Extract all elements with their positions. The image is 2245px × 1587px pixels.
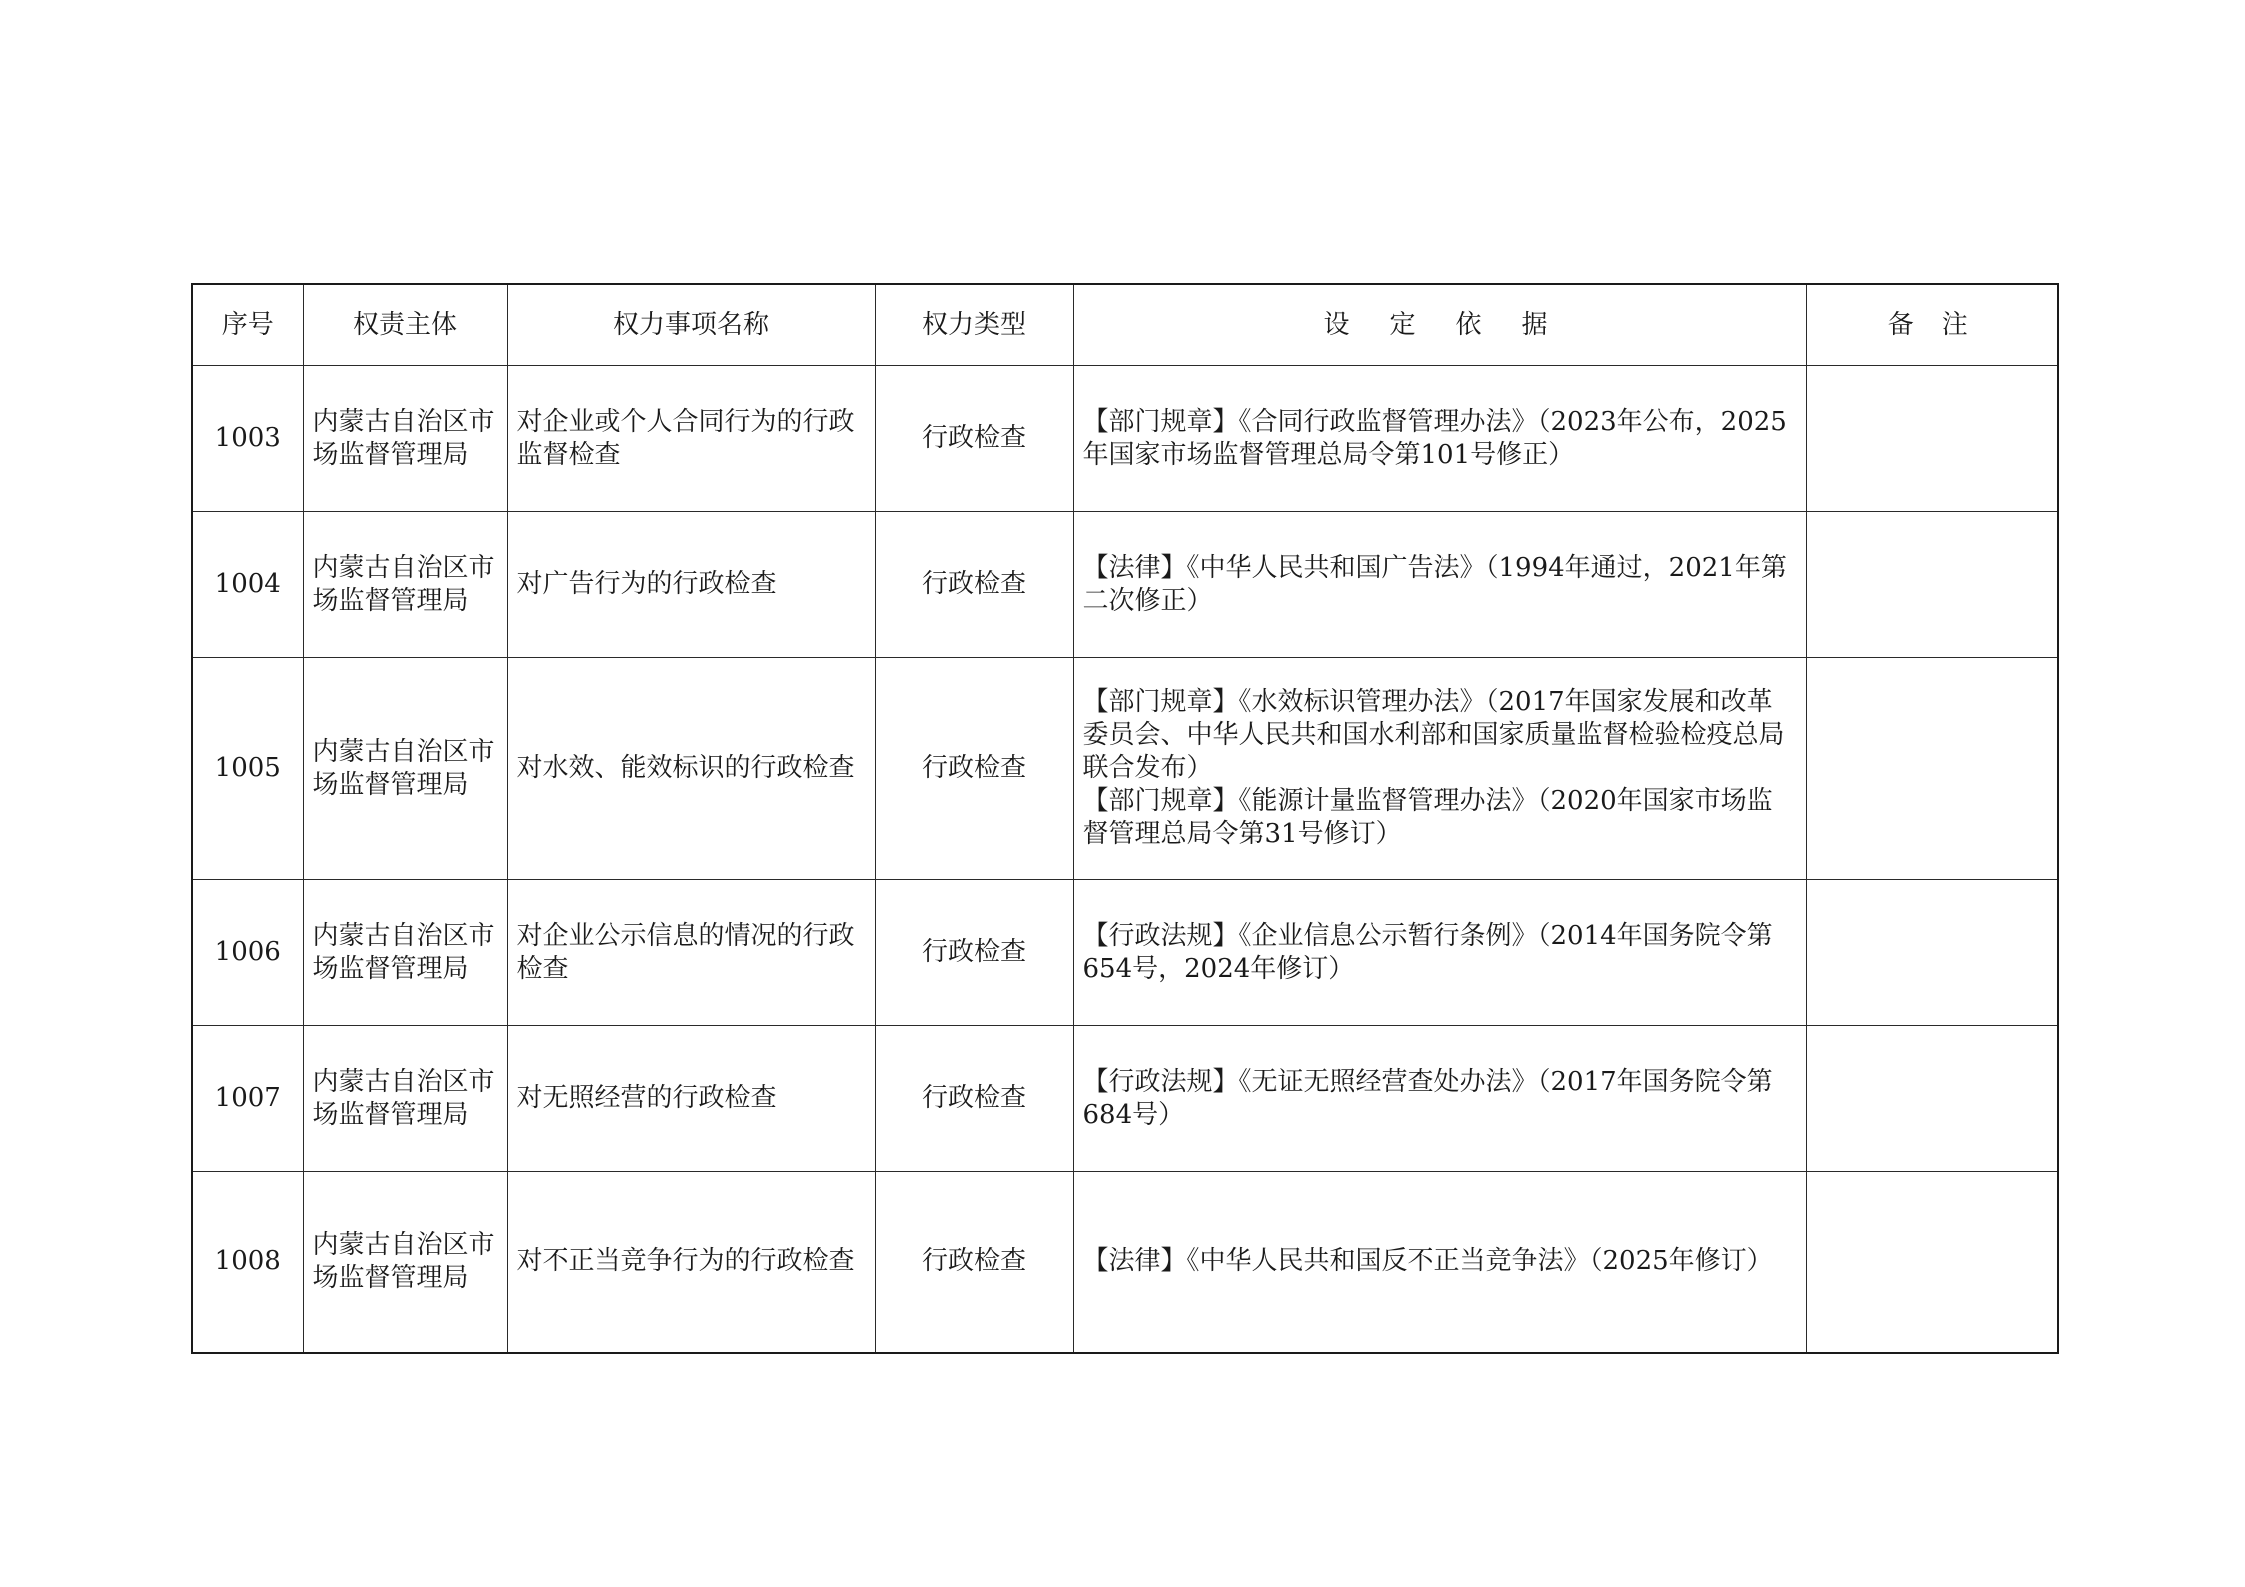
cell-remarks	[1806, 658, 2058, 880]
cell-item-name: 对不正当竞争行为的行政检查	[507, 1172, 875, 1353]
basis-entry: 【法律】《中华人民共和国广告法》（1994年通过，2021年第二次修正）	[1082, 552, 1787, 616]
cell-remarks	[1806, 1172, 2058, 1353]
cell-type: 行政检查	[875, 512, 1073, 658]
cell-item-name: 对水效、能效标识的行政检查	[507, 658, 875, 880]
cell-basis	[1073, 366, 1806, 512]
cell-type: 行政检查	[875, 1172, 1073, 1353]
cell-subject: 内蒙古自治区市场监督管理局	[303, 366, 507, 512]
cell-basis	[1073, 1172, 1806, 1353]
header-item-name: 权力事项名称	[507, 284, 875, 366]
header-remarks: 备注	[1806, 284, 2058, 366]
header-no: 序号	[192, 284, 303, 366]
table-row	[192, 1172, 2058, 1353]
header-row	[192, 284, 2058, 366]
cell-no: 1008	[192, 1172, 303, 1353]
header-type: 权力类型	[875, 284, 1073, 366]
cell-subject: 内蒙古自治区市场监督管理局	[303, 880, 507, 1026]
cell-item-name: 对无照经营的行政检查	[507, 1026, 875, 1172]
cell-no: 1003	[192, 366, 303, 512]
cell-item-name: 对企业公示信息的情况的行政检查	[507, 880, 875, 1026]
cell-item-name: 对企业或个人合同行为的行政监督检查	[507, 366, 875, 512]
cell-basis	[1073, 1026, 1806, 1172]
cell-no: 1006	[192, 880, 303, 1026]
basis-entry: 【部门规章】《能源计量监督管理办法》（2020年国家市场监督管理总局令第31号修订）	[1082, 786, 1773, 849]
table-row	[192, 512, 2058, 658]
table-body	[192, 366, 2058, 1353]
cell-remarks	[1806, 1026, 2058, 1172]
cell-remarks	[1806, 366, 2058, 512]
cell-type: 行政检查	[875, 1026, 1073, 1172]
authority-list-table-container	[191, 283, 2057, 1354]
basis-entry: 【行政法规】《无证无照经营查处办法》（2017年国务院令第684号）	[1082, 1066, 1773, 1130]
cell-remarks	[1806, 512, 2058, 658]
cell-subject: 内蒙古自治区市场监督管理局	[303, 512, 507, 658]
table-row	[192, 658, 2058, 880]
cell-type: 行政检查	[875, 366, 1073, 512]
cell-no: 1005	[192, 658, 303, 880]
authority-list-table	[191, 283, 2059, 1354]
basis-entry: 【法律】《中华人民共和国反不正当竞争法》（2025年修订）	[1082, 1246, 1773, 1277]
cell-type: 行政检查	[875, 880, 1073, 1026]
basis-entry: 【部门规章】《合同行政监督管理办法》（2023年公布，2025年国家市场监督管理总局令第101号修正）	[1082, 406, 1787, 470]
cell-subject: 内蒙古自治区市场监督管理局	[303, 1172, 507, 1353]
basis-entry: 【部门规章】《水效标识管理办法》（2017年国家发展和改革委员会、中华人民共和国水利部和国家质量监督检验检疫总局联合发布）	[1082, 687, 1785, 783]
cell-no: 1007	[192, 1026, 303, 1172]
cell-item-name: 对广告行为的行政检查	[507, 512, 875, 658]
table-row	[192, 366, 2058, 512]
header-basis: 设定依据	[1073, 284, 1806, 366]
header-subject: 权责主体	[303, 284, 507, 366]
cell-subject: 内蒙古自治区市场监督管理局	[303, 658, 507, 880]
cell-type: 行政检查	[875, 658, 1073, 880]
cell-no: 1004	[192, 512, 303, 658]
cell-basis	[1073, 512, 1806, 658]
table-row	[192, 1026, 2058, 1172]
cell-basis	[1073, 880, 1806, 1026]
cell-remarks	[1806, 880, 2058, 1026]
cell-subject: 内蒙古自治区市场监督管理局	[303, 1026, 507, 1172]
cell-basis	[1073, 658, 1806, 880]
table-header	[192, 284, 2058, 366]
table-row	[192, 880, 2058, 1026]
basis-entry: 【行政法规】《企业信息公示暂行条例》（2014年国务院令第654号，2024年修订）	[1082, 920, 1773, 984]
